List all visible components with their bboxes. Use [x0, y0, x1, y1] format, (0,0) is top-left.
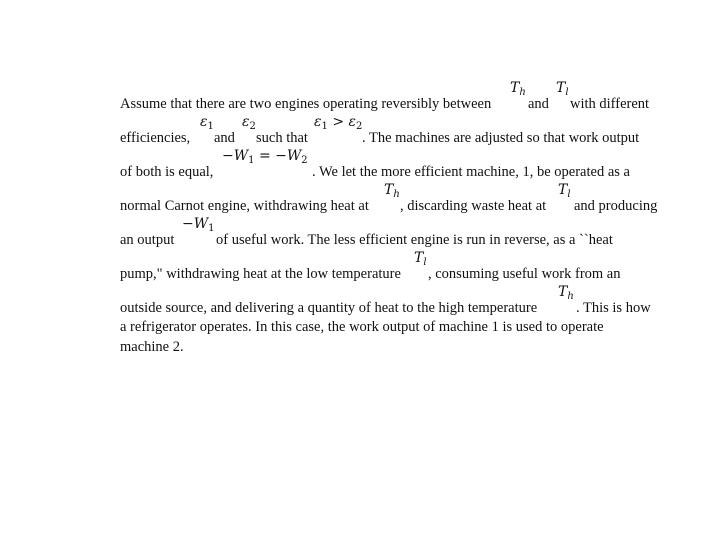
text-line-2-and: and [214, 130, 235, 146]
text-line-6: pump," withdrawing heat at the low temperature [120, 266, 401, 282]
math-Tl-2: $T_l$ [558, 182, 571, 200]
text-line-4-mid: , discarding waste heat at [400, 198, 547, 214]
text-line-1: Assume that there are two engines operating reversibly between [120, 96, 492, 112]
text-line-6-end: , consuming useful work from an [428, 266, 621, 282]
math-Th: $T_h$ [510, 80, 526, 98]
text-line-3: of both is equal, [120, 164, 214, 180]
math-W1-eq-W2: $-W_1 = -W_2$ [222, 148, 308, 166]
math-Th-3: $T_h$ [558, 284, 574, 302]
math-W1: $-W_1$ [182, 216, 215, 234]
text-line-4: normal Carnot engine, withdrawing heat at [120, 198, 369, 214]
text-line-2: efficiencies, [120, 130, 191, 146]
math-eps2: $\varepsilon_2$ [242, 114, 256, 132]
text-line-5: an output [120, 232, 175, 248]
text-line-7: outside source, and delivering a quantity of heat to the high temperature [120, 300, 538, 316]
text-line-1-end: with different [570, 96, 650, 112]
text-line-4-end: and producing [574, 198, 658, 214]
text-line-5-end: of useful work. The less efficient engine is run in reverse, as a ``heat [216, 232, 613, 248]
math-eps1: $\varepsilon_1$ [200, 114, 214, 132]
text-line-9: machine 2. [120, 339, 184, 355]
text-line-8: a refrigerator operates. In this case, the work output of machine 1 is used to operate [120, 319, 604, 335]
text-line-7-end: . This is how [576, 300, 651, 316]
math-Tl-3: $T_l$ [414, 250, 427, 268]
text-line-2-such: such that [256, 130, 308, 146]
math-Tl: $T_l$ [556, 80, 569, 98]
math-Th-2: $T_h$ [384, 182, 400, 200]
text-line-3-end: . We let the more efficient machine, 1, be operated as a [312, 164, 630, 180]
math-eps1-gt-eps2: $\varepsilon_1 > \varepsilon_2$ [314, 114, 363, 132]
text-line-1-and: and [528, 96, 549, 112]
text-line-2-end: . The machines are adjusted so that work output [362, 130, 640, 146]
